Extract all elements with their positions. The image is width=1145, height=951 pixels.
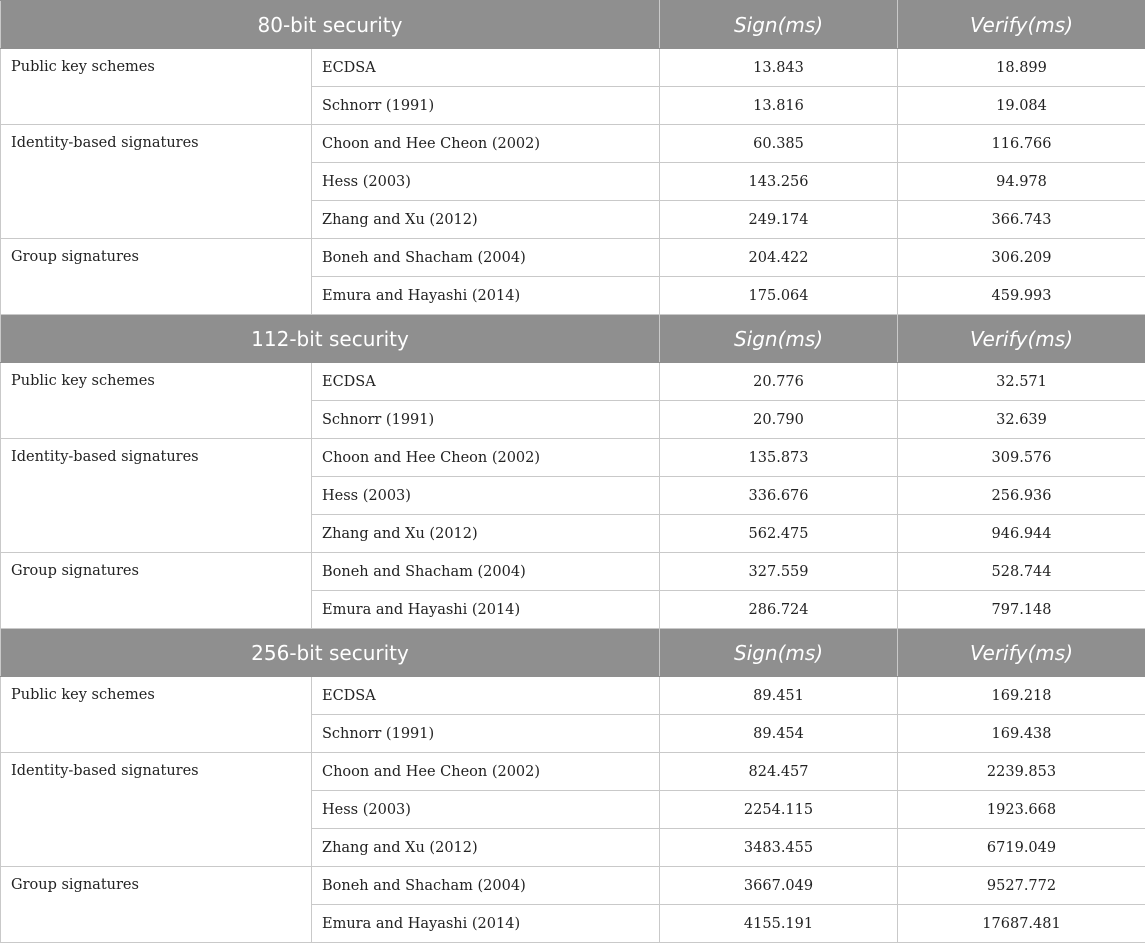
verify-time: 169.218 <box>898 677 1145 715</box>
sign-time: 824.457 <box>660 753 898 791</box>
scheme-name: Zhang and Xu (2012) <box>312 201 660 239</box>
sign-time: 60.385 <box>660 125 898 163</box>
scheme-group-label: Identity-based signatures <box>1 125 312 239</box>
sign-time: 2254.115 <box>660 791 898 829</box>
scheme-name: Boneh and Shacham (2004) <box>312 553 660 591</box>
sign-time: 3667.049 <box>660 867 898 905</box>
scheme-name: Hess (2003) <box>312 163 660 201</box>
sign-time: 13.816 <box>660 87 898 125</box>
verify-column-header <box>898 629 1145 677</box>
sign-time: 204.422 <box>660 239 898 277</box>
sign-header-label: Sign <box>733 326 778 351</box>
verify-time: 256.936 <box>898 477 1145 515</box>
table-row <box>1 125 1145 163</box>
scheme-name: Emura and Hayashi (2014) <box>312 591 660 629</box>
verify-time: 32.639 <box>898 401 1145 439</box>
table-row <box>1 553 1145 591</box>
verify-time: 1923.668 <box>898 791 1145 829</box>
verify-header-unit: (ms) <box>1027 12 1074 37</box>
verify-time: 306.209 <box>898 239 1145 277</box>
scheme-name: Schnorr (1991) <box>312 715 660 753</box>
sign-column-header <box>660 629 898 677</box>
table-row <box>1 239 1145 277</box>
verify-time: 19.084 <box>898 87 1145 125</box>
scheme-name: Hess (2003) <box>312 477 660 515</box>
sign-time: 562.475 <box>660 515 898 553</box>
verify-time: 309.576 <box>898 439 1145 477</box>
verify-time: 797.148 <box>898 591 1145 629</box>
sign-time: 4155.191 <box>660 905 898 943</box>
verify-time: 94.978 <box>898 163 1145 201</box>
scheme-group-label: Group signatures <box>1 553 312 629</box>
scheme-name: Schnorr (1991) <box>312 401 660 439</box>
verify-header-label: Verify <box>970 640 1028 665</box>
sign-header-unit: (ms) <box>777 12 824 37</box>
sign-time: 249.174 <box>660 201 898 239</box>
sign-header-label: Sign <box>733 12 778 37</box>
scheme-group-label: Identity-based signatures <box>1 439 312 553</box>
sign-time: 20.790 <box>660 401 898 439</box>
section-header-row <box>1 1 1145 49</box>
verify-time: 169.438 <box>898 715 1145 753</box>
scheme-name: ECDSA <box>312 49 660 87</box>
table-row <box>1 49 1145 87</box>
verify-header-label: Verify <box>970 12 1028 37</box>
section-title: 256-bit security <box>1 629 660 677</box>
scheme-group-label: Group signatures <box>1 867 312 943</box>
scheme-name: ECDSA <box>312 363 660 401</box>
sign-header-label: Sign <box>733 640 778 665</box>
verify-time: 528.744 <box>898 553 1145 591</box>
verify-time: 9527.772 <box>898 867 1145 905</box>
sign-header-unit: (ms) <box>777 326 824 351</box>
scheme-name: Hess (2003) <box>312 791 660 829</box>
scheme-name: Zhang and Xu (2012) <box>312 829 660 867</box>
section-header-row <box>1 629 1145 677</box>
scheme-group-label: Public key schemes <box>1 677 312 753</box>
scheme-group-label: Group signatures <box>1 239 312 315</box>
verify-time: 366.743 <box>898 201 1145 239</box>
verify-time: 459.993 <box>898 277 1145 315</box>
sign-column-header <box>660 1 898 49</box>
verify-time: 2239.853 <box>898 753 1145 791</box>
sign-time: 286.724 <box>660 591 898 629</box>
table-row <box>1 753 1145 791</box>
scheme-name: Boneh and Shacham (2004) <box>312 239 660 277</box>
verify-column-header <box>898 1 1145 49</box>
verify-time: 6719.049 <box>898 829 1145 867</box>
scheme-name: Schnorr (1991) <box>312 87 660 125</box>
verify-time: 17687.481 <box>898 905 1145 943</box>
section-title: 80-bit security <box>1 1 660 49</box>
verify-time: 116.766 <box>898 125 1145 163</box>
sign-time: 327.559 <box>660 553 898 591</box>
scheme-name: Boneh and Shacham (2004) <box>312 867 660 905</box>
verify-header-unit: (ms) <box>1027 640 1074 665</box>
scheme-group-label: Public key schemes <box>1 49 312 125</box>
verify-time: 18.899 <box>898 49 1145 87</box>
verify-header-unit: (ms) <box>1027 326 1074 351</box>
scheme-name: Choon and Hee Cheon (2002) <box>312 439 660 477</box>
sign-time: 89.451 <box>660 677 898 715</box>
sign-time: 143.256 <box>660 163 898 201</box>
table-row <box>1 867 1145 905</box>
scheme-name: Choon and Hee Cheon (2002) <box>312 125 660 163</box>
scheme-name: Emura and Hayashi (2014) <box>312 905 660 943</box>
scheme-group-label: Identity-based signatures <box>1 753 312 867</box>
verify-time: 946.944 <box>898 515 1145 553</box>
sign-time: 20.776 <box>660 363 898 401</box>
sign-time: 175.064 <box>660 277 898 315</box>
sign-header-unit: (ms) <box>777 640 824 665</box>
sign-time: 13.843 <box>660 49 898 87</box>
scheme-group-label: Public key schemes <box>1 363 312 439</box>
table-row <box>1 677 1145 715</box>
sign-time: 89.454 <box>660 715 898 753</box>
scheme-name: Zhang and Xu (2012) <box>312 515 660 553</box>
verify-header-label: Verify <box>970 326 1028 351</box>
section-header-row <box>1 315 1145 363</box>
sign-time: 336.676 <box>660 477 898 515</box>
scheme-name: Emura and Hayashi (2014) <box>312 277 660 315</box>
table-row <box>1 439 1145 477</box>
verify-time: 32.571 <box>898 363 1145 401</box>
verify-column-header <box>898 315 1145 363</box>
section-title: 112-bit security <box>1 315 660 363</box>
sign-time: 3483.455 <box>660 829 898 867</box>
table-row <box>1 363 1145 401</box>
sign-column-header <box>660 315 898 363</box>
sign-time: 135.873 <box>660 439 898 477</box>
scheme-name: ECDSA <box>312 677 660 715</box>
scheme-name: Choon and Hee Cheon (2002) <box>312 753 660 791</box>
